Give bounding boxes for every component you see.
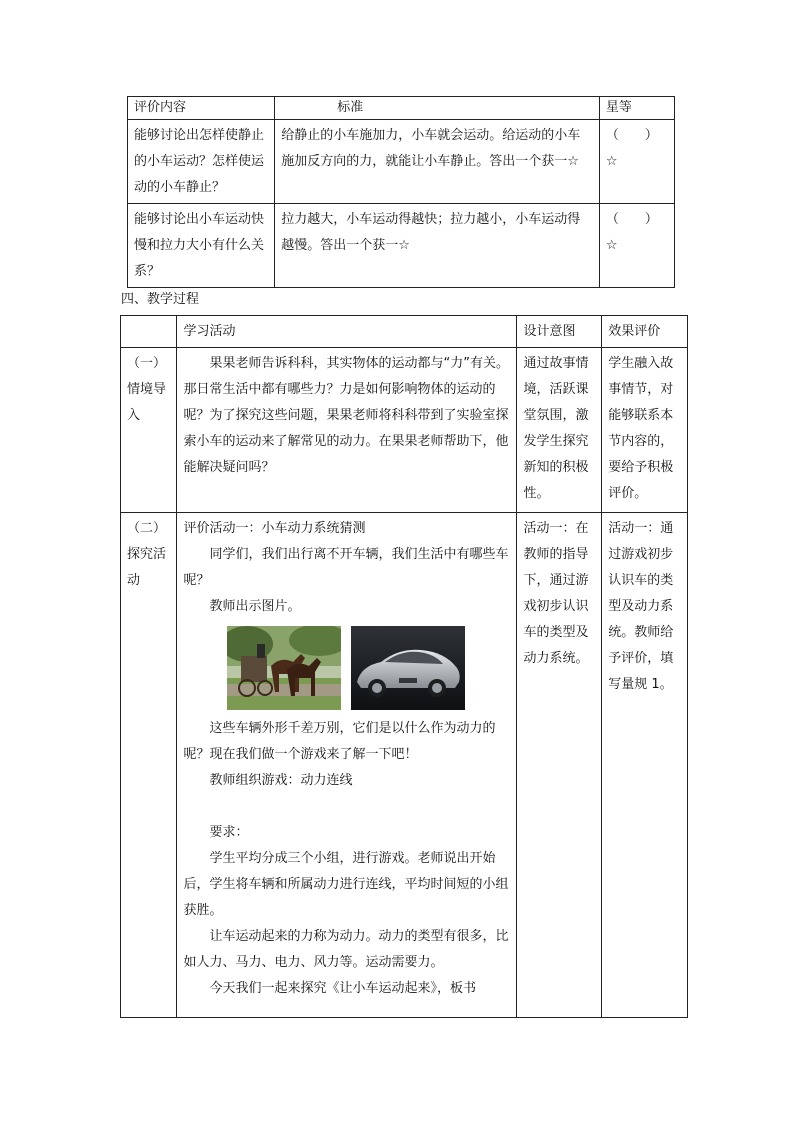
stage-activity (177, 513, 516, 1004)
header-cell: 星等 (599, 97, 674, 120)
activity-title: 评价活动一：小车动力系统猜测 (183, 521, 366, 536)
eval-content: 能够讨论出小车运动快慢和拉力大小有什么关系？ (134, 212, 265, 279)
eval-stars: （ ）☆ (605, 128, 658, 169)
paragraph: 学生平均分成三个小组，进行游戏。老师说出开始后，学生将车辆和所属动力进行连线，平均时间短的小组获胜。 (183, 851, 509, 918)
paragraph: 要求： (209, 825, 249, 840)
header-cell: 标准 (275, 97, 600, 120)
eval-standard: 拉力越大，小车运动得越快；拉力越小，小车运动得越慢。答出一个获一☆ (281, 212, 581, 253)
sports-car-image (351, 626, 465, 710)
stage-evaluation: 活动一：通过游戏初步认识车的类型及动力系统。教师给予评价，填写量规 1。 (608, 521, 674, 692)
table-row (128, 120, 675, 204)
header-cell: 效果评价 (608, 324, 661, 339)
paragraph: 教师组织游戏：动力连线 (209, 773, 353, 788)
header-cell: 学习活动 (183, 324, 236, 339)
vehicle-pictures (227, 626, 510, 710)
eval-content: 能够讨论出怎样使静止的小车运动？怎样使运动的小车静止？ (134, 128, 265, 195)
table-row (121, 513, 688, 1018)
evaluation-table (127, 96, 675, 288)
paragraph: 这些车辆外形千差万别，它们是以什么作为动力的呢？现在我们做一个游戏来了解一下吧！ (183, 721, 496, 762)
teaching-process-table (120, 315, 688, 1018)
table-row (121, 348, 688, 513)
table-row (128, 204, 675, 288)
horse-carriage-image (227, 626, 341, 710)
table-header-row (121, 316, 688, 348)
stage-evaluation: 学生融入故事情节，对能够联系本节内容的，要给予积极评价。 (608, 356, 674, 501)
stage-activity: 果果老师告诉科科，其实物体的运动都与“力”有关。那日常生活中都有哪些力？力是如何影响物体的运动的呢？为了探究这些问题，果果老师将科科带到了实验室探索小车的运动来了解常见的动力。在果果老师帮助下，他能解决疑问吗？ (183, 356, 509, 475)
paragraph: 让车运动起来的力称为动力。动力的类型有很多，比如人力、马力、电力、风力等。运动需要力。 (183, 929, 509, 970)
paragraph: 同学们，我们出行离不开车辆，我们生活中有哪些车呢？ (183, 547, 509, 588)
eval-stars: （ ）☆ (605, 212, 658, 253)
header-cell: 评价内容 (128, 97, 275, 120)
header-cell: 设计意图 (523, 324, 576, 339)
section-heading: 四、教学过程 (121, 292, 200, 307)
stage-intent: 活动一：在教师的指导下，通过游戏初步认识车的类型及动力系统。 (523, 521, 589, 666)
paragraph: 教师出示图片。 (209, 599, 301, 614)
stage-label: （一）情境导入 (127, 356, 167, 423)
stage-intent: 通过故事情境，活跃课堂氛围，激发学生探究新知的积极性。 (523, 356, 589, 501)
stage-label: （二）探究活动 (127, 521, 167, 588)
eval-standard: 给静止的小车施加力，小车就会运动。给运动的小车施加反方向的力，就能让小车静止。答出一个获一☆ (281, 128, 581, 169)
table-header-row (128, 97, 675, 120)
paragraph: 今天我们一起来探究《让小车运动起来》，板书 (209, 981, 476, 996)
